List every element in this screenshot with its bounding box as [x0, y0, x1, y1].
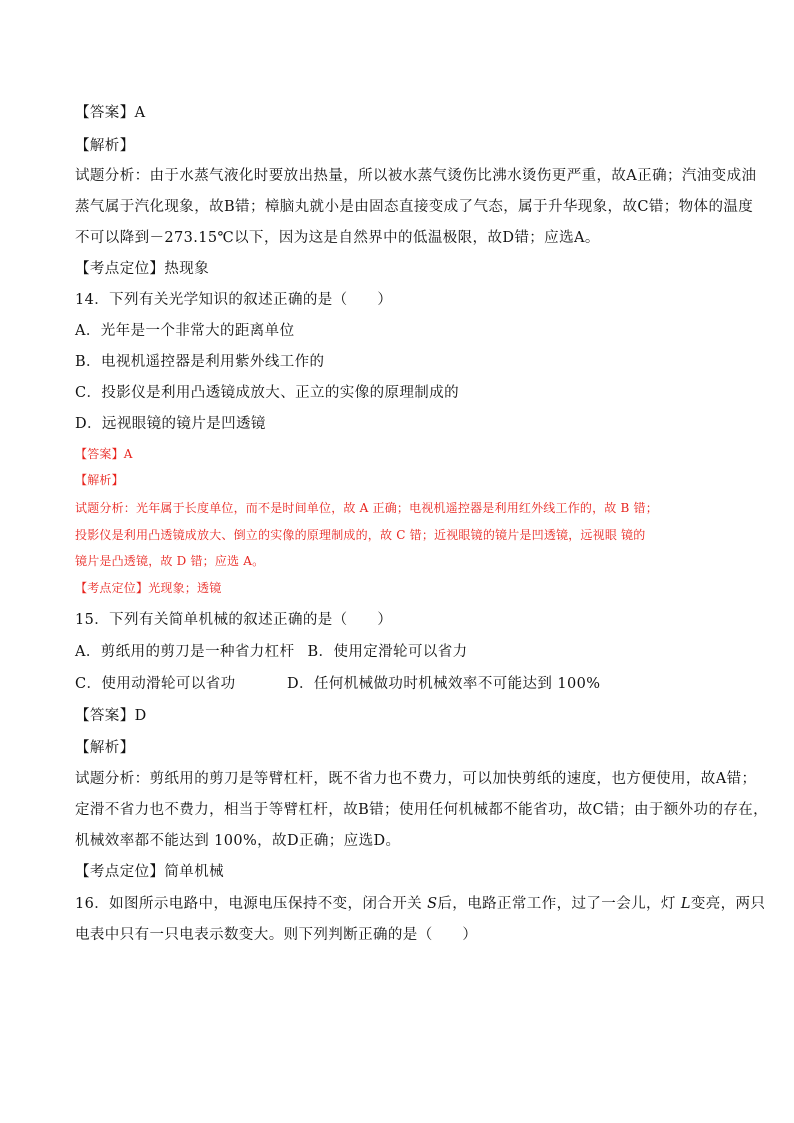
q15-analysis-line: 试题分析：剪纸用的剪刀是等臂杠杆，既不省力也不费力，可以加快剪纸的速度，也方便使用，故A错；	[75, 771, 757, 787]
q14-option-c: C．投影仪是利用凸透镜成放大、正立的实像的原理制成的	[75, 385, 459, 401]
q14-analysis-line: 镜片是凸透镜，故 D 错；应选 A。	[75, 554, 265, 568]
q15-stem: 15．下列有关简单机械的叙述正确的是（ ）	[75, 612, 393, 628]
q13-answer: 【答案】A	[75, 105, 146, 121]
q15-option-b: B．使用定滑轮可以省力	[307, 644, 468, 660]
q15-topic: 【考点定位】简单机械	[75, 864, 224, 880]
q16-stem-line	[75, 894, 765, 914]
q16-text: 后，电路正常工作，过了一会儿，灯	[437, 896, 681, 912]
q15-analysis-label: 【解析】	[75, 740, 135, 756]
q13-analysis-line: 蒸气属于汽化现象，故B错；樟脑丸就小是由固态直接变成了气态，属于升华现象，故C错；物体的温度	[75, 199, 754, 215]
q15-options-row	[75, 642, 468, 662]
q15-option-a: A．剪纸用的剪刀是一种省力杠杆	[75, 644, 295, 660]
q14-option-b: B．电视机遥控器是利用紫外线工作的	[75, 354, 325, 370]
q16-text: 16．如图所示电路中，电源电压保持不变，闭合开关	[75, 896, 428, 912]
q15-option-c: C．使用动滑轮可以省功	[75, 676, 236, 692]
q15-options-row	[75, 674, 675, 694]
q15-answer: 【答案】D	[75, 708, 147, 724]
q16-lamp-symbol: L	[680, 896, 691, 912]
q14-stem: 14．下列有关光学知识的叙述正确的是（ ）	[75, 292, 393, 308]
q16-stem-line: 电表中只有一只电表示数变大。则下列判断正确的是（ ）	[75, 927, 478, 943]
q15-option-d: D．任何机械做功时机械效率不可能达到 100%	[287, 676, 601, 692]
q14-answer: 【答案】A	[75, 447, 133, 461]
q14-topic: 【考点定位】光现象；透镜	[75, 581, 222, 595]
q15-analysis-line: 机械效率都不能达到 100%，故D正确；应选D。	[75, 833, 401, 849]
q14-analysis-label: 【解析】	[75, 473, 124, 487]
q13-topic: 【考点定位】热现象	[75, 261, 210, 277]
q15-analysis-line: 定滑不省力也不费力，相当于等臂杠杆，故B错；使用任何机械都不能省功，故C错；由于额外功的存在，	[75, 802, 769, 818]
q14-analysis-line: 投影仪是利用凸透镜成放大、倒立的实像的原理制成的，故 C 错；近视眼镜的镜片是凹透镜，远视眼 镜的	[75, 528, 646, 542]
q14-option-d: D．远视眼镜的镜片是凹透镜	[75, 416, 266, 432]
q14-option-a: A．光年是一个非常大的距离单位	[75, 323, 295, 339]
q13-analysis-line: 不可以降到－273.15℃以下，因为这是自然界中的低温极限，故D错；应选A。	[75, 230, 600, 246]
q14-analysis-line: 试题分析：光年属于长度单位，而不是时间单位，故 A 正确；电视机遥控器是利用红外线工作的，故 B 错；	[75, 501, 658, 515]
q13-analysis-line: 试题分析：由于水蒸气液化时要放出热量，所以被水蒸气烫伤比沸水烫伤更严重，故A正确；汽油变成油	[75, 168, 757, 184]
q13-analysis-label: 【解析】	[75, 138, 135, 154]
q16-switch-symbol: S	[427, 896, 438, 912]
q16-text: 变亮，两只	[690, 896, 766, 912]
